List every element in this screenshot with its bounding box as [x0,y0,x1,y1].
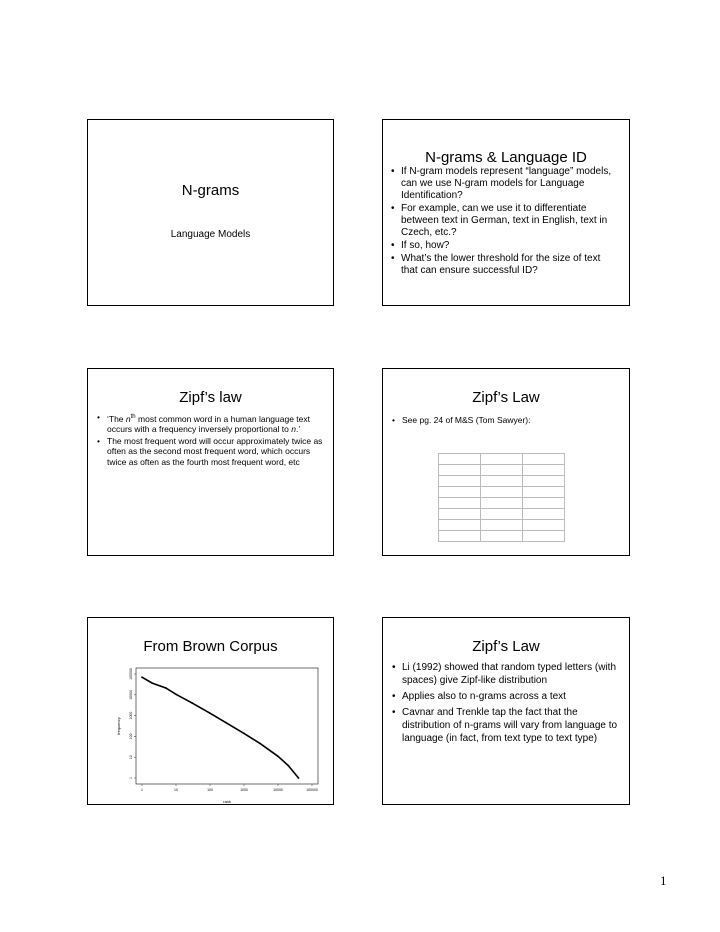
table-row [439,487,565,498]
data-point [259,743,261,745]
bullet-item: • Cavnar and Trenkle tap the fact that the distribution of n-grams will vary from language to language (in fact, from text type to text type) [392,706,625,745]
slide-title: N-grams [181,182,240,199]
bullet-item: • Applies also to n-grams across a text [392,690,625,703]
x-tick-label: 10 [174,788,178,792]
data-point [191,702,193,704]
bullet-list [97,412,327,468]
y-tick-label: 1000 [129,711,133,720]
plot-frame [136,668,318,784]
series-line [142,677,299,778]
zipf-plot [98,662,323,805]
bullet-list [392,415,622,426]
y-tick-label: 10 [129,755,133,760]
bullet-item: • If so, how? [391,240,616,252]
x-tick-label: 10000 [273,788,283,792]
slide-title: Zipf’s Law [472,638,540,655]
data-point [209,712,211,714]
n-variable: n [291,424,296,435]
bullet-list [391,166,616,278]
table-row [439,498,565,509]
data-point [277,755,279,757]
table-row [439,520,565,531]
data-point [175,693,177,695]
bullet-item: • The most frequent word will occur approximately twice as often as the second most frequent word, which occurs twice as often as the fourth most frequent word, etc [97,436,327,468]
data-point [287,765,289,767]
slide-ngrams [87,119,334,306]
table-row [439,454,565,465]
bullet-item [97,412,327,435]
y-tick-label: 100000 [129,668,133,680]
bullet-item: • See pg. 24 of M&S (Tom Sawyer): [392,415,622,426]
y-axis-label: frequency [116,717,121,735]
y-tick-label: 1 [129,777,133,779]
ordinal-suffix: th [130,414,136,420]
bullet-item: • If N-gram models represent “language” models, can we use N-gram models for Language Identification? [391,166,616,202]
quote-body: most common word in a human language text occurs with a frequency inversely proportional to [107,413,310,435]
data-point [243,732,245,734]
x-tick-label: 100 [207,788,213,792]
slide-zipfs-law-table [382,368,630,556]
data-point [141,676,143,678]
x-tick-label: 100000 [306,788,318,792]
slide-zipfs-law-ngrams [382,617,630,805]
empty-table [438,453,565,542]
quote-open: ‘The [107,413,126,424]
x-axis-label: rank [223,799,231,804]
n-variable: n [125,413,131,424]
x-tick-label: 1 [141,788,143,792]
page-number: 1 [660,873,667,888]
slide-zipfs-law-definition [87,368,334,556]
bullet-item: • Li (1992) showed that random typed letters (with spaces) give Zipf-like distribution [392,661,625,687]
slide-title: From Brown Corpus [143,638,278,655]
data-point [298,777,300,779]
bullet-item: • For example, can we use it to differentiate between text in German, text in English, text in Czech, etc.? [391,203,616,239]
table-row [439,531,565,542]
slide-title: N-grams & Language ID [425,149,587,166]
slide-title: Zipf’s law [179,389,242,406]
bullet-list [392,661,625,748]
quote-close: .’ [296,424,301,435]
data-point [151,682,153,684]
table-row [439,465,565,476]
table-row [439,509,565,520]
slide-brown-corpus [87,617,334,805]
slide-ngrams-language-id [382,119,630,306]
x-tick-label: 1000 [240,788,248,792]
data-point [225,722,227,724]
y-tick-label: 10000 [129,689,133,700]
data-point [165,687,167,689]
bullet-item: • What’s the lower threshold for the size of text that can ensure successful ID? [391,253,616,277]
y-tick-label: 100 [129,733,133,740]
slide-title: Zipf’s Law [472,389,540,406]
table-row [439,476,565,487]
slide-subtitle: Language Models [170,229,251,240]
